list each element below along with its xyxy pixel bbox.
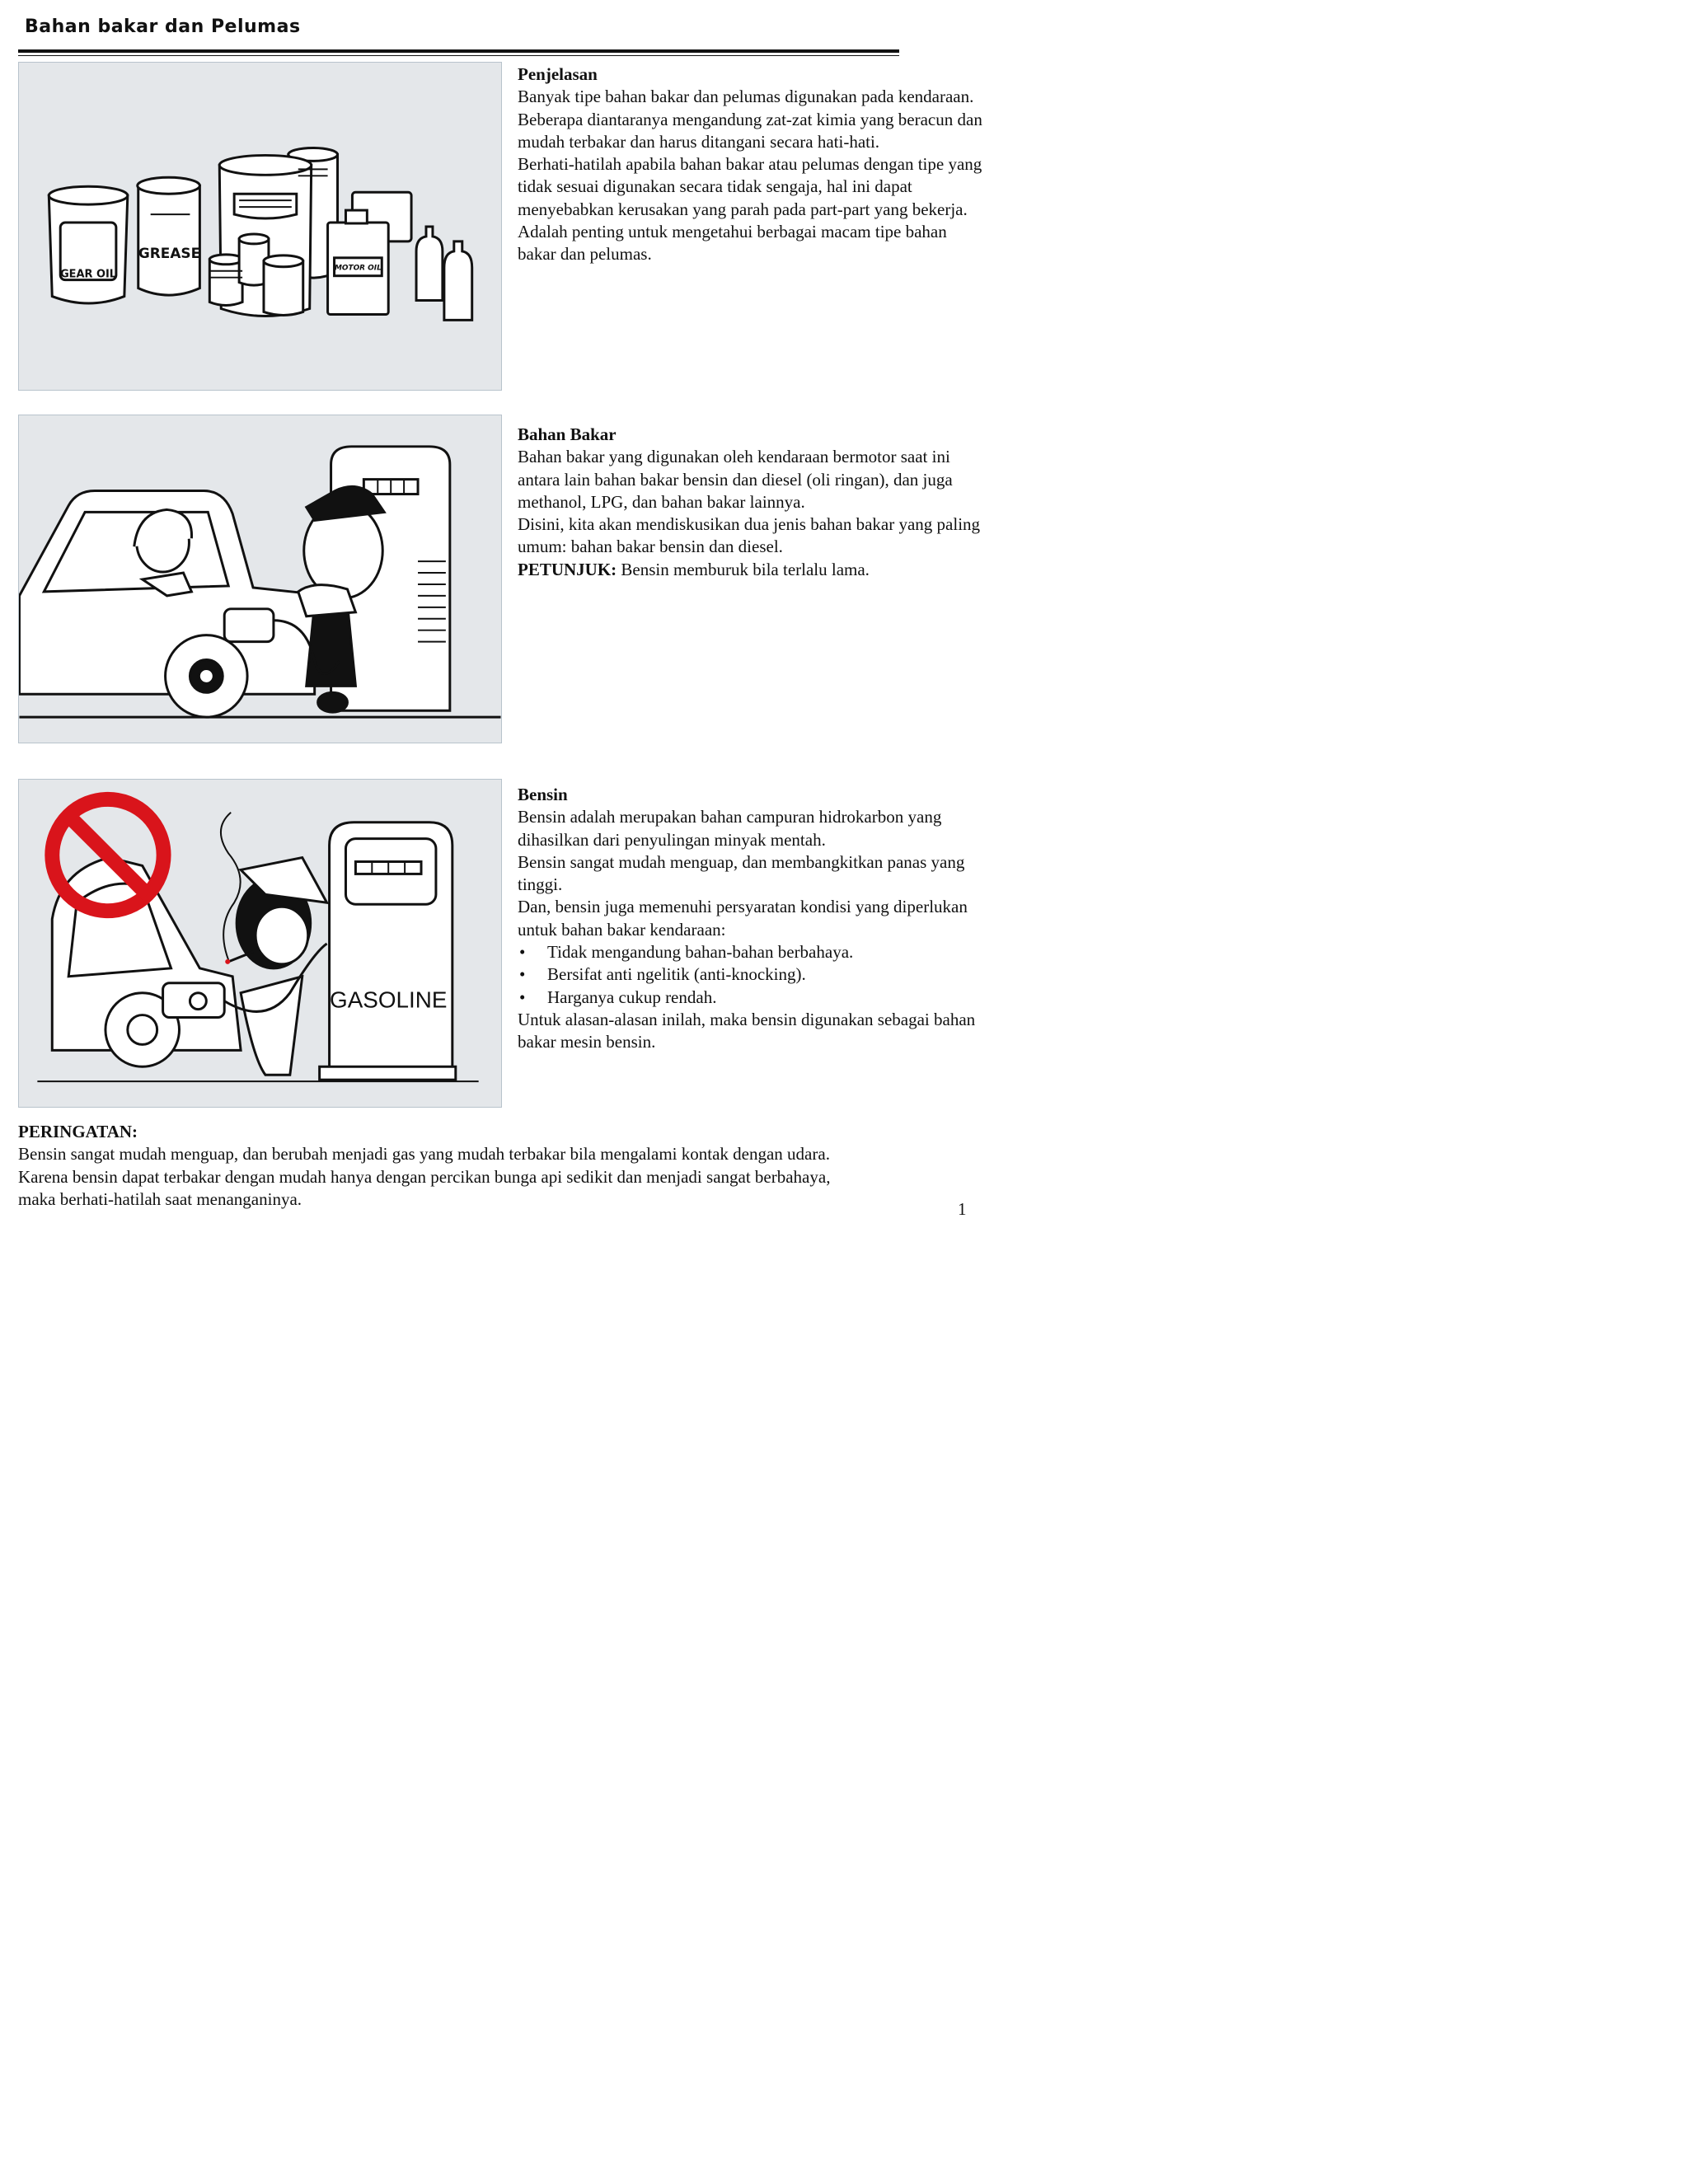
gear-oil-label: GEAR OIL <box>60 268 117 281</box>
figure-fuel-lubricant-containers <box>18 62 502 391</box>
list-item: • Bersifat anti ngelitik (anti-knocking). <box>518 963 983 986</box>
paragraph: Bensin sangat mudah menguap, dan membangkitkan panas yang tinggi. <box>518 851 965 895</box>
warning-line: Bensin sangat mudah menguap, dan berubah menjadi gas yang mudah terbakar bila mengalami kontak dengan udara. <box>18 1144 830 1165</box>
page-header-title: Bahan bakar dan Pelumas <box>25 16 301 37</box>
section-heading-bensin: Bensin <box>518 785 568 804</box>
figure-no-smoking-gasoline <box>18 779 502 1108</box>
paragraph: Adalah penting untuk mengetahui berbagai macam tipe bahan bakar dan pelumas. <box>518 222 947 265</box>
section-heading-penjelasan: Penjelasan <box>518 64 598 84</box>
warning-line: Karena bensin dapat terbakar dengan mudah hanya dengan percikan bunga api sedikit dan menjadi sangat berbahaya, <box>18 1166 831 1187</box>
grease-label: GREASE <box>138 244 201 261</box>
paragraph: Bahan bakar yang digunakan oleh kendaraan bermotor saat ini antara lain bahan bakar bensin dan diesel (oli ringan), dan juga methanol, LPG, dan bahan bakar lainnya. <box>518 447 953 512</box>
page-number: 1 <box>958 1199 967 1219</box>
section-bensin <box>518 784 983 1054</box>
header-rule-thin <box>18 55 899 56</box>
section-heading-bahan-bakar: Bahan Bakar <box>518 424 617 444</box>
paragraph: Beberapa diantaranya mengandung zat-zat kimia yang beracun dan mudah terbakar dan harus ditangani secara hati-hati. <box>518 109 982 152</box>
section-penjelasan <box>518 63 983 266</box>
motor-oil-label: MOTOR OIL <box>334 264 382 273</box>
warning-title: PERINGATAN: <box>18 1122 138 1141</box>
figure-car-refuelling <box>18 415 502 743</box>
list-item: • Tidak mengandung bahan-bahan berbahaya. <box>518 941 983 963</box>
section-bahan-bakar <box>518 424 983 581</box>
containers-illustration <box>19 63 501 390</box>
refuelling-illustration <box>19 415 501 743</box>
header-rule-thick <box>18 49 899 53</box>
paragraph: Berhati-hatilah apabila bahan bakar atau pelumas dengan tipe yang tidak sesuai digunakan secara tidak sengaja, hal ini dapat menyebabkan kerusakan yang parah pada part-part yang bekerja. <box>518 154 982 219</box>
paragraph: Banyak tipe bahan bakar dan pelumas digunakan pada kendaraan. <box>518 87 974 107</box>
warning-block <box>18 1121 982 1211</box>
warning-line: maka berhati-hatilah saat menanganinya. <box>18 1188 302 1209</box>
list-item: • Harganya cukup rendah. <box>518 987 983 1009</box>
requirements-list <box>518 941 983 1009</box>
hint-text: Bensin memburuk bila terlalu lama. <box>617 559 870 579</box>
paragraph: Untuk alasan-alasan inilah, maka bensin digunakan sebagai bahan bakar mesin bensin. <box>518 1009 976 1052</box>
hint-paragraph <box>518 559 983 581</box>
gasoline-pump-label: GASOLINE <box>330 987 448 1013</box>
no-smoking-illustration <box>19 780 501 1107</box>
hint-label: PETUNJUK: <box>518 559 617 579</box>
paragraph: Disini, kita akan mendiskusikan dua jenis bahan bakar yang paling umum: bahan bakar bensin dan diesel. <box>518 514 981 557</box>
paragraph: Bensin adalah merupakan bahan campuran hidrokarbon yang dihasilkan dari penyulingan minyak mentah. <box>518 807 942 850</box>
paragraph: Dan, bensin juga memenuhi persyaratan kondisi yang diperlukan untuk bahan bakar kendaraan: <box>518 897 968 940</box>
